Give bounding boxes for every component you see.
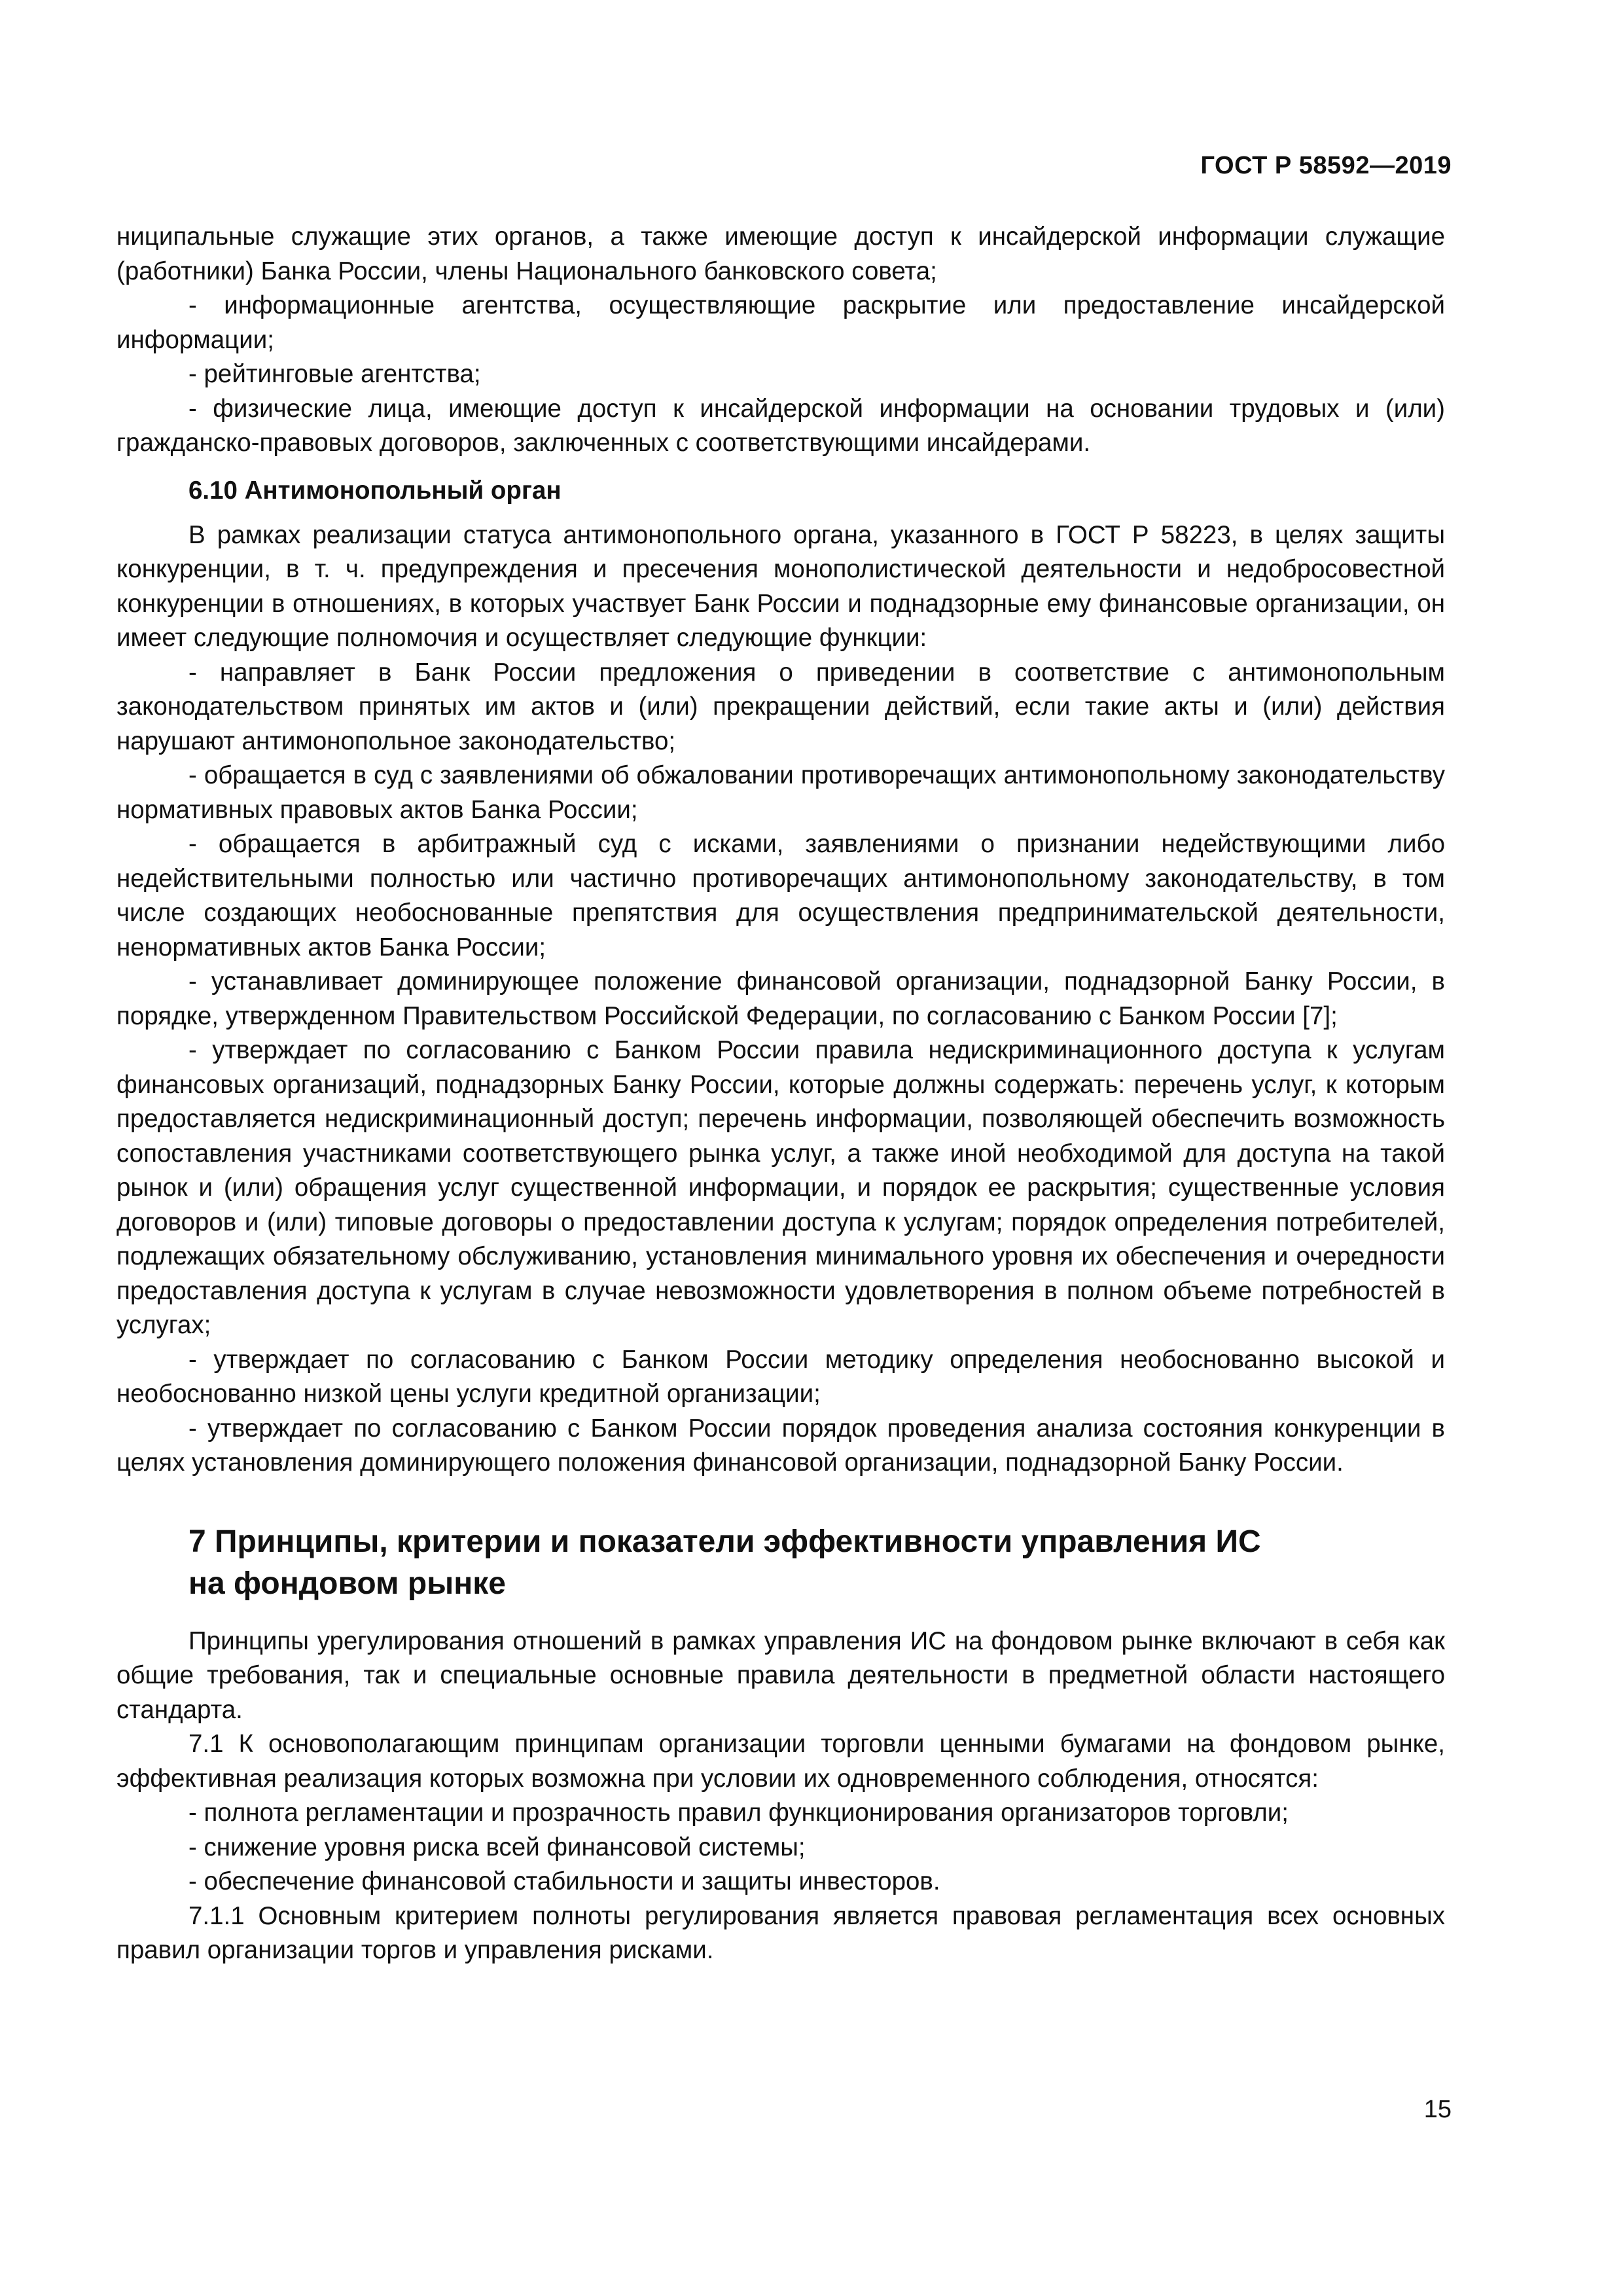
list-item: - физические лица, имеющие доступ к инсайдерской информации на основании трудовых и (или) гражданско-правовых договоров, заключенных с соответствующими инсайдерами.: [116, 394, 1445, 457]
list-item: - утверждает по согласованию с Банком России правила недискриминационного доступа к услугам финансовых организаций, поднадзорных Банку России, которые должны содержать: перечень услуг, к которым предоставляется недискриминационный доступ; перечень информации, позволяющей обеспечить возможность сопоставления участниками соответствующего рынка услуг, а также иной необходимой для доступа на такой рынок и (или) обращения услуг существенной информации, и порядок ее раскрытия; существенные условия договоров и (или) типовые договоры о предоставлении доступа к услугам; порядок определения потребителей, подлежащих обязательному обслуживанию, установления минимального уровня их обеспечения и очередности предоставления доступа к услугам в случае невозможности удовлетворения в полном объеме потребностей в услугах;: [116, 1036, 1445, 1339]
paragraph: В рамках реализации статуса антимонопольного органа, указанного в ГОСТ Р 58223, в целях защиты конкуренции, в т. ч. предупреждения и пресечения монополистической деятельности и недобросовестной конкуренции в отношениях, в которых участвует Банк России и поднадзорные ему финансовые организации, он имеет следующие полномочия и осуществляет следующие функции:: [116, 520, 1445, 652]
page-content: [116, 220, 1445, 1968]
section-heading-6-10: 6.10 Антимонопольный орган: [188, 476, 562, 505]
list-item: - обращается в арбитражный суд с исками, заявлениями о признании недействующими либо недействительными полностью или частично противоречащих антимонопольному законодательству, в том числе создающих необоснованные препятствия для осуществления предпринимательской деятельности, ненормативных актов Банка России;: [116, 830, 1445, 961]
chapter-heading-line-2: на фондовом рынке: [188, 1566, 506, 1601]
list-item: - утверждает по согласованию с Банком России порядок проведения анализа состояния конкуренции в целях установления доминирующего положения финансовой организации, поднадзорной Банку России.: [116, 1414, 1445, 1477]
list-item: - обращается в суд с заявлениями об обжаловании противоречащих антимонопольному законодательству нормативных правовых актов Банка России;: [116, 761, 1445, 824]
list-item: - направляет в Банк России предложения о приведении в соответствие с антимонопольным законодательством принятых им актов и (или) прекращении действий, если такие акты и (или) действия нарушают антимонопольное законодательство;: [116, 658, 1445, 755]
chapter-heading-7: [116, 1521, 1445, 1605]
paragraph-continuation: ниципальные служащие этих органов, а также имеющие доступ к инсайдерской информации служащие (работники) Банка России, члены Национального банковского совета;: [116, 223, 1445, 285]
list-item: - снижение уровня риска всей финансовой системы;: [188, 1833, 806, 1861]
list-item: - устанавливает доминирующее положение финансовой организации, поднадзорной Банку России, в порядке, утвержденном Правительством Российской Федерации, по согласованию с Банком России [7];: [116, 967, 1445, 1030]
list-item: - обеспечение финансовой стабильности и защиты инвесторов.: [188, 1867, 940, 1895]
list-item: - утверждает по согласованию с Банком России методику определения необоснованно высокой и необоснованно низкой цены услуги кредитной организации;: [116, 1345, 1445, 1408]
chapter-heading-line-1: 7 Принципы, критерии и показатели эффективности управления ИС: [188, 1524, 1261, 1559]
paragraph: 7.1 К основополагающим принципам организации торговли ценными бумагами на фондовом рынке, эффективная реализация которых возможна при условии их одновременного соблюдения, относятся:: [116, 1730, 1445, 1793]
paragraph: Принципы урегулирования отношений в рамках управления ИС на фондовом рынке включают в себя как общие требования, так и специальные основные правила деятельности в предметной области настоящего стандарта.: [116, 1626, 1445, 1724]
list-item: - полнота регламентации и прозрачность правил функционирования организаторов торговли;: [188, 1799, 1289, 1827]
list-item: - рейтинговые агентства;: [188, 360, 481, 388]
page-number: 15: [1423, 2096, 1452, 2123]
paragraph: 7.1.1 Основным критерием полноты регулирования является правовая регламентация всех основных правил организации торгов и управления рисками.: [116, 1901, 1445, 1964]
list-item: - информационные агентства, осуществляющие раскрытие или предоставление инсайдерской информации;: [116, 291, 1445, 354]
document-code-header: ГОСТ Р 58592—2019: [1200, 152, 1452, 179]
